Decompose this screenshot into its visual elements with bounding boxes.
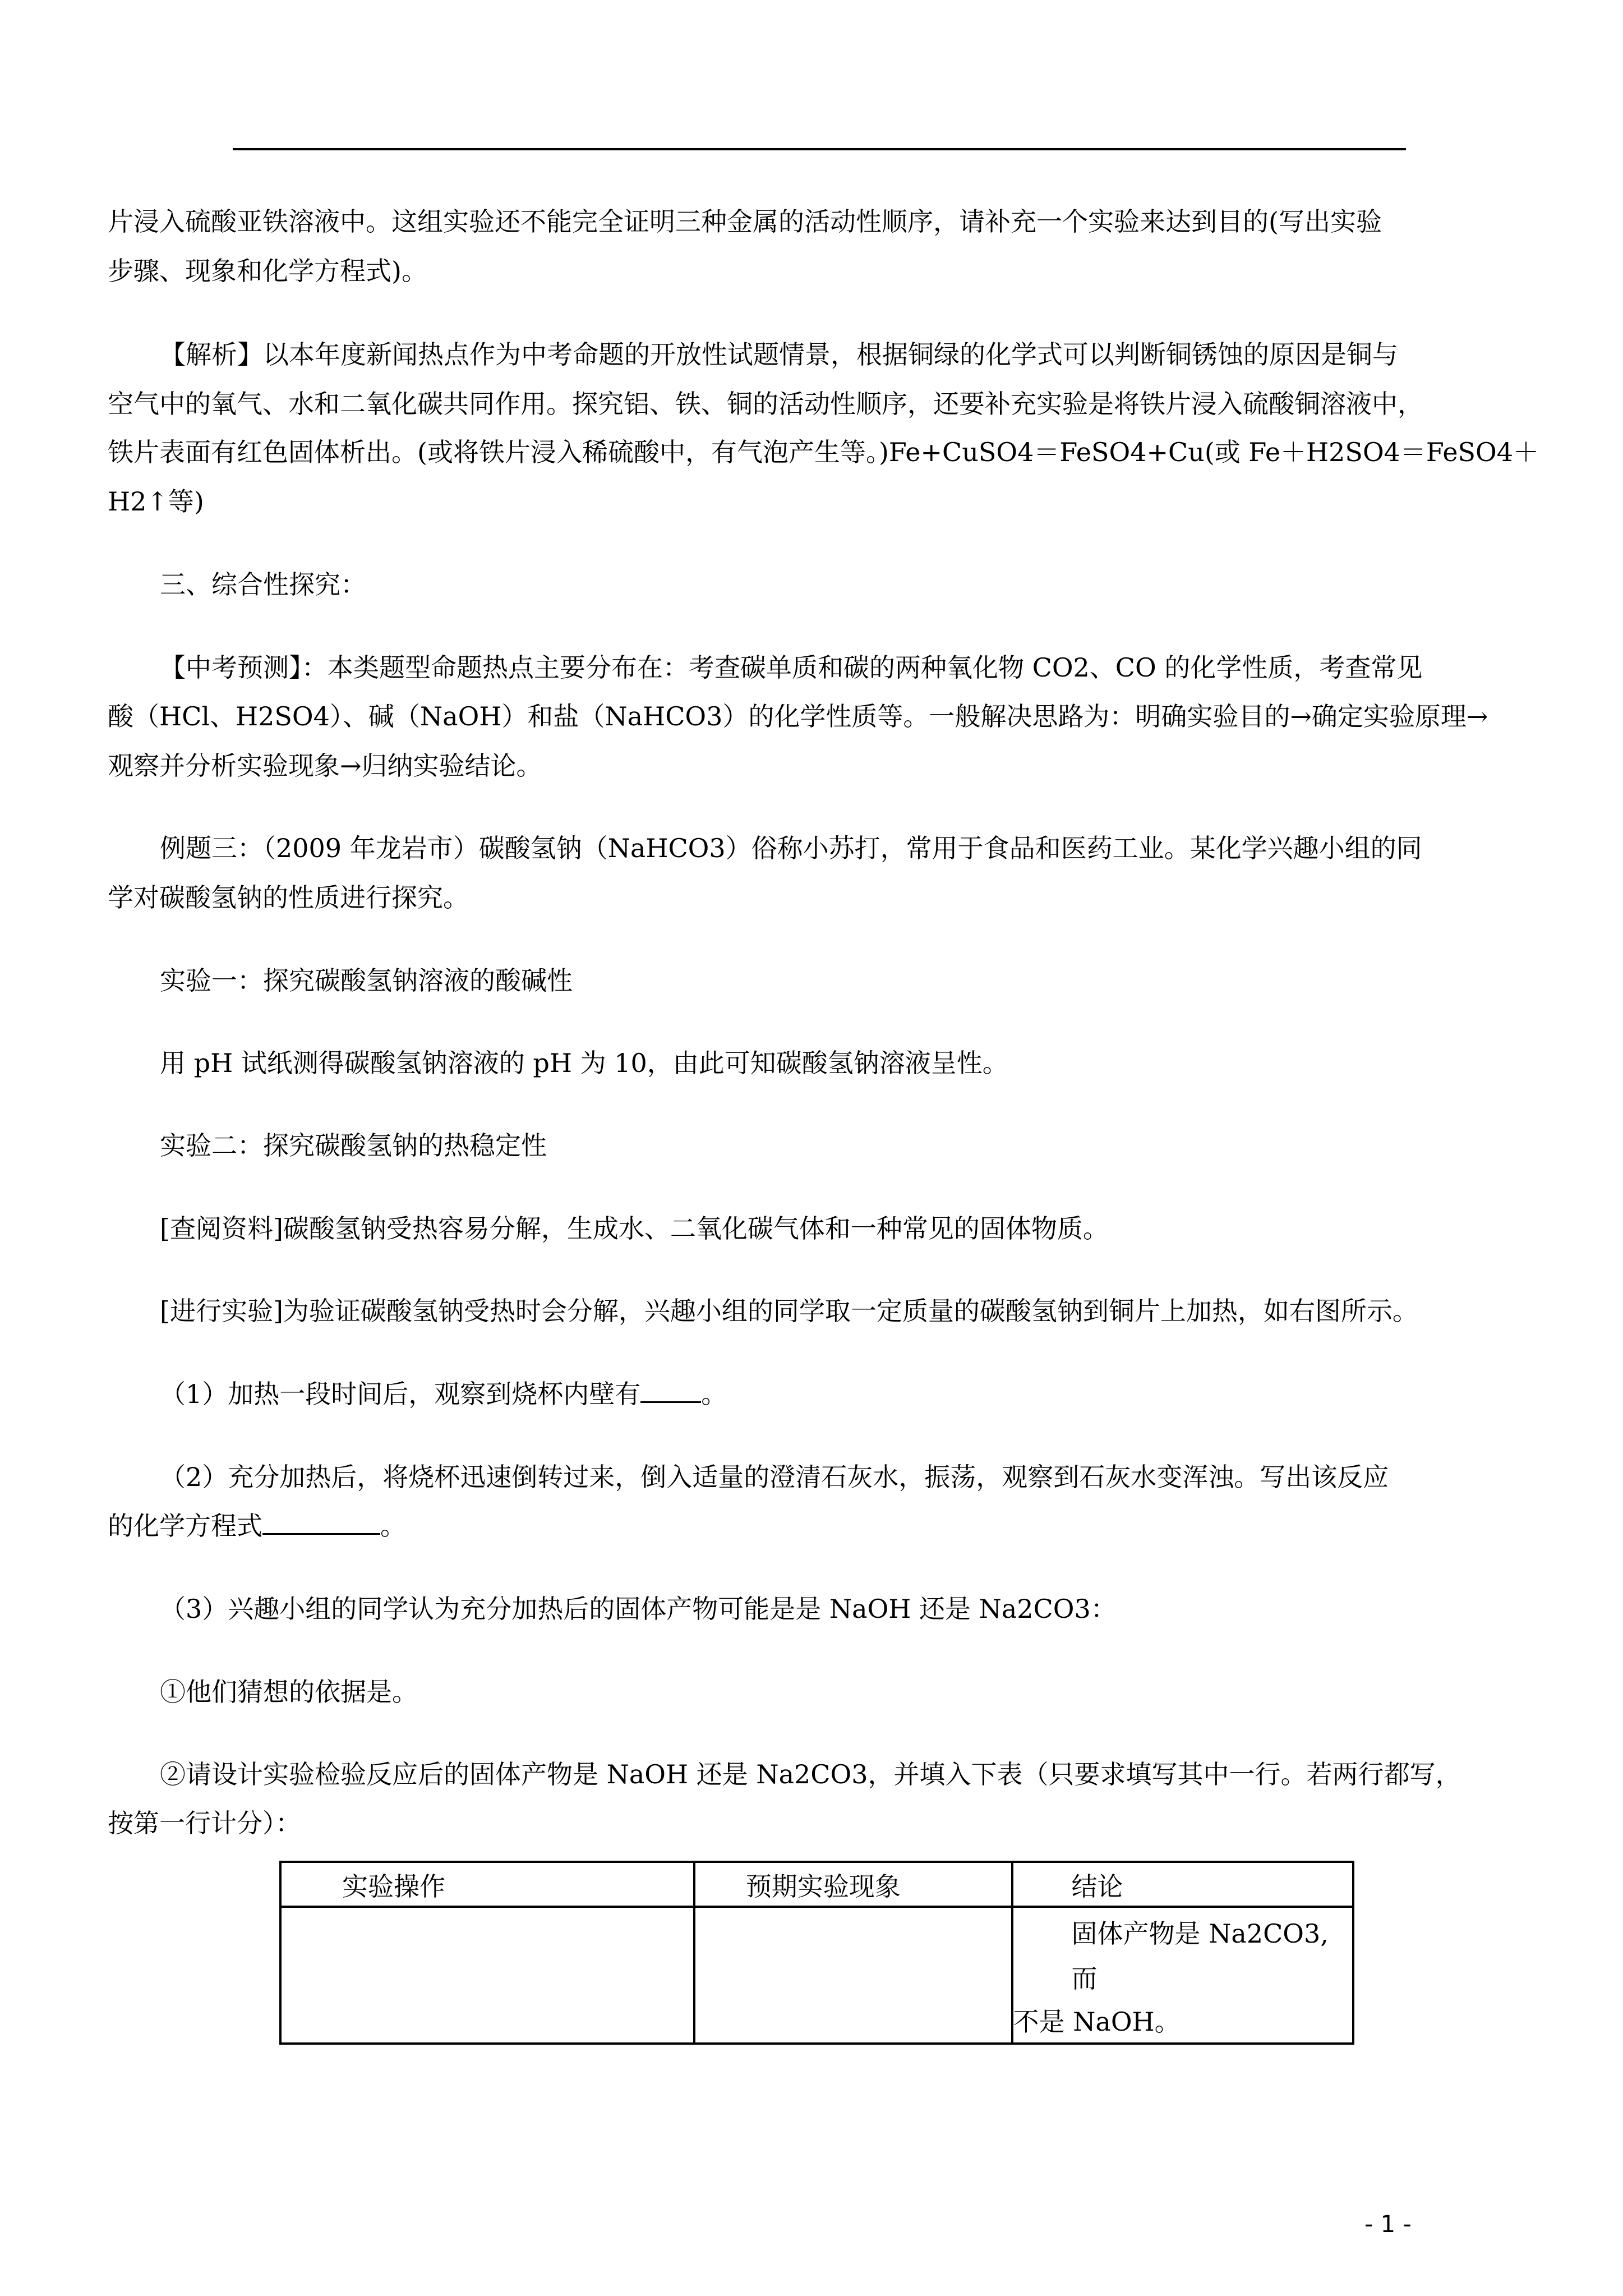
- answer-blank: [640, 1379, 701, 1403]
- forecast-line: 观察并分析实验现象→归纳实验结论。: [108, 751, 542, 781]
- table-header-cell: 预期实验现象: [694, 1862, 1012, 1907]
- analysis-line: 铁片表面有红色固体析出。(或将铁片浸入稀硫酸中，有气泡产生等。)Fe+CuSO4＝FeSO4+Cu(或 Fe＋H2SO4＝FeSO4＋: [108, 437, 1539, 467]
- table-header-cell: 结论: [1012, 1862, 1353, 1907]
- operation-cell[interactable]: [280, 1907, 694, 2044]
- question-3-sub2: ②请设计实验检验反应后的固体产物是 NaOH 还是 Na2CO3，并填入下表（只要求填写其中一行。若两行都写，: [160, 1759, 1461, 1789]
- question-2-end: 。: [380, 1511, 406, 1541]
- section-heading: 三、综合性探究：: [160, 569, 366, 600]
- question-3-sub1: ①他们猜想的依据是。: [160, 1677, 418, 1707]
- question-1: [160, 1377, 1543, 1411]
- text-line: 步骤、现象和化学方程式)。: [108, 256, 427, 286]
- analysis-line: 空气中的氧气、水和二氧化碳共同作用。探究铝、铁、铜的活动性顺序，还要补充实验是将铁片浸入硫酸铜溶液中，: [108, 389, 1423, 419]
- question-1-text: （1）加热一段时间后，观察到烧杯内壁有: [160, 1379, 641, 1409]
- analysis-line: H2↑等): [108, 486, 204, 517]
- conclusion-text: 固体产物是 Na2CO3,而: [1071, 1918, 1329, 1994]
- text-line: 片浸入硫酸亚铁溶液中。这组实验还不能完全证明三种金属的活动性顺序，请补充一个实验来达到目的(写出实验: [108, 206, 1382, 237]
- conclusion-cell: [1012, 1907, 1353, 2044]
- experiment-one-text: 用 pH 试纸测得碳酸氢钠溶液的 pH 为 10，由此可知碳酸氢钠溶液呈性。: [160, 1048, 1008, 1078]
- reference-text: [查阅资料]碳酸氢钠受热容易分解，生成水、二氧化碳气体和一种常见的固体物质。: [160, 1213, 1109, 1244]
- analysis-line: 【解析】以本年度新闻热点作为中考命题的开放性试题情景，根据铜绿的化学式可以判断铜锈蚀的原因是铜与: [160, 339, 1398, 370]
- example-line: 例题三：（2009 年龙岩市）碳酸氢钠（NaHCO3）俗称小苏打，常用于食品和医药工业。某化学兴趣小组的同: [160, 833, 1422, 863]
- experiment-two-title: 实验二：探究碳酸氢钠的热稳定性: [160, 1130, 547, 1161]
- header-rule: [233, 148, 1406, 150]
- experiment-one-title: 实验一：探究碳酸氢钠溶液的酸碱性: [160, 965, 573, 996]
- conclusion-text: 不是 NaOH。: [1013, 2007, 1181, 2037]
- forecast-line: 酸（HCl、H2SO4）、碱（NaOH）和盐（NaHCO3）的化学性质等。一般解决思路为：明确实验目的→确定实验原理→: [108, 701, 1488, 731]
- table-row: [280, 1907, 1353, 2044]
- experiment-table: [279, 1861, 1354, 2045]
- table-header-row: [280, 1862, 1353, 1907]
- question-3: （3）兴趣小组的同学认为充分加热后的固体产物可能是是 NaOH 还是 Na2CO3：: [160, 1594, 1117, 1624]
- answer-blank: [262, 1511, 380, 1535]
- question-2: （2）充分加热后，将烧杯迅速倒转过来，倒入适量的澄清石灰水，振荡，观察到石灰水变浑浊。写出该反应: [160, 1462, 1389, 1492]
- question-3-sub2-cont: 按第一行计分）：: [108, 1808, 301, 1838]
- question-2-cont: [108, 1509, 1543, 1543]
- question-2-text: 的化学方程式: [108, 1511, 262, 1541]
- page-number: - 1 -: [1364, 2210, 1412, 2238]
- example-line: 学对碳酸氢钠的性质进行探究。: [108, 882, 469, 913]
- question-1-end: 。: [701, 1379, 727, 1409]
- phenomenon-cell[interactable]: [694, 1907, 1012, 2044]
- forecast-line: 【中考预测】：本类题型命题热点主要分布在：考查碳单质和碳的两种氧化物 CO2、CO 的化学性质，考查常见: [160, 652, 1423, 683]
- procedure-text: [进行实验]为验证碳酸氢钠受热时会分解，兴趣小组的同学取一定质量的碳酸氢钠到铜片上加热，如右图所示。: [160, 1296, 1418, 1326]
- table-header-cell: 实验操作: [280, 1862, 694, 1907]
